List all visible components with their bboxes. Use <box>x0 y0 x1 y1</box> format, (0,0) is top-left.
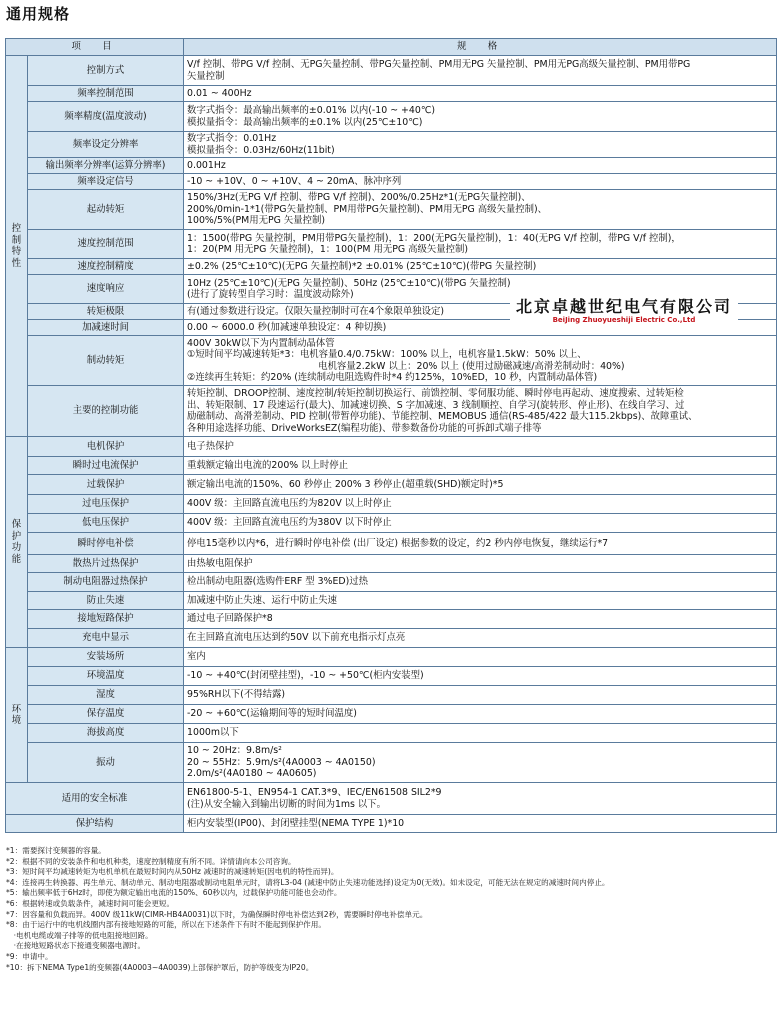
spec-value-line: 2.0m/s²(4A0180 ~ 4A0605) <box>187 768 317 780</box>
spec-value-line: V/f 控制、带PG V/f 控制、无PG矢量控制、带PG矢量控制、PM用无PG 矢量控制、PM用无PG高级矢量控制、PM用带PG <box>187 59 691 70</box>
spec-value <box>184 158 777 174</box>
spec-item-label: 控制方式 <box>28 56 184 86</box>
spec-value-line: 0.00 ~ 6000.0 秒(加减速单独设定：4 种切换) <box>187 321 387 333</box>
spec-value-line: 电子热保护 <box>187 440 234 452</box>
spec-item-label: 瞬时过电流保护 <box>28 457 184 475</box>
company-logo <box>510 298 738 328</box>
table-row <box>6 783 777 815</box>
spec-value-line: 模拟量指令：0.03Hz/60Hz(11bit) <box>187 144 335 156</box>
table-row <box>6 555 777 573</box>
spec-item-label: 安装场所 <box>28 648 184 667</box>
spec-value-line: 通过电子回路保护*8 <box>187 613 273 625</box>
footnote: *5：输出频率低于6Hz时，即使为额定输出电流的150%、60秒以内，过载保护功能可能也会动作。 <box>6 888 342 898</box>
spec-value-line: 10 ~ 20Hz：9.8m/s² <box>187 745 282 757</box>
footnote: *3：短时间平均减速转矩为电机单机在最短时间内从50Hz 减速时的减速转矩(因电机的特性而异)。 <box>6 867 339 877</box>
table-row <box>6 514 777 533</box>
spec-value-line: 重载额定输出电流的200% 以上时停止 <box>187 459 349 471</box>
spec-value <box>184 743 777 783</box>
table-row <box>6 336 777 386</box>
footnote: *10：拆下NEMA Type1的变频器(4A0003~4A0039)上部保护罩后，防护等级变为IP20。 <box>6 962 314 972</box>
spec-value-line: 有(通过参数进行设定。仅限矢量控制时可在4个象限单独设定) <box>187 305 445 317</box>
spec-value <box>184 610 777 629</box>
spec-value-line: EN61800-5-1、EN954-1 CAT.3*9、IEC/EN61508 SIL2*9 <box>187 787 442 798</box>
spec-value <box>184 336 777 386</box>
spec-item-label: 保护结构 <box>6 815 184 833</box>
group-label: 环 境 <box>6 648 28 783</box>
spec-value-line: 室内 <box>187 651 206 663</box>
spec-value-line: -20 ~ +60℃(运输期间等的短时间温度) <box>187 708 357 720</box>
spec-value <box>184 629 777 648</box>
header-spec: 规 格 <box>184 39 777 56</box>
table-row <box>6 648 777 667</box>
spec-item-label: 低电压保护 <box>28 514 184 533</box>
spec-value-line: 100%/5%(PM用无PG 矢量控制) <box>187 215 326 227</box>
table-row <box>6 56 777 86</box>
spec-item-label: 充电中显示 <box>28 629 184 648</box>
spec-value <box>184 102 777 132</box>
spec-value-line: 20 ~ 55Hz：5.9m/s²(4A0003 ~ 4A0150) <box>187 756 376 768</box>
spec-value <box>184 230 777 259</box>
spec-value-line: 由热敏电阻保护 <box>187 557 253 569</box>
spec-value <box>184 573 777 592</box>
spec-value <box>184 783 777 815</box>
spec-item-label: 频率控制范围 <box>28 86 184 102</box>
spec-item-label: 加减速时间 <box>28 320 184 336</box>
table-row <box>6 174 777 190</box>
spec-item-label: 海拔高度 <box>28 724 184 743</box>
table-row <box>6 815 777 833</box>
spec-value-line: -10 ~ +40℃(封闭壁挂型)，-10 ~ +50℃(柜内安装型) <box>187 670 424 682</box>
spec-value-line: 数字式指令：0.01Hz <box>187 133 277 144</box>
spec-value <box>184 56 777 86</box>
spec-item-label: 频率设定信号 <box>28 174 184 190</box>
table-row <box>6 743 777 783</box>
table-row <box>6 610 777 629</box>
spec-value <box>184 555 777 573</box>
spec-item-label: 过载保护 <box>28 475 184 495</box>
spec-item-label: 制动转矩 <box>28 336 184 386</box>
spec-item-label: 瞬时停电补偿 <box>28 533 184 555</box>
footnote: *9：申请中。 <box>6 951 53 961</box>
spec-value-line: 柜内安装型(IP00)、封闭壁挂型(NEMA TYPE 1)*10 <box>187 817 405 829</box>
spec-value-line: 1：20(PM 用无PG 矢量控制)，1：100(PM 用无PG 高级矢量控制) <box>187 244 469 255</box>
table-row <box>6 86 777 102</box>
spec-value <box>184 533 777 555</box>
table-row <box>6 686 777 705</box>
spec-value-line: 出、转矩限制、17 段速运行(最大)、加减速切换、S 字加减速、3 线制顺控、自学习(旋转形、停止形)、在线自学习、过 <box>187 399 685 411</box>
spec-value-line: 200%/0min-1*1(带PG矢量控制、PM用带PG矢量控制)、PM用无PG 高级矢量控制)、 <box>187 203 548 215</box>
spec-item-label: 制动电阻器过热保护 <box>28 573 184 592</box>
spec-value-line: 矢量控制 <box>187 70 225 82</box>
footnote: *6：根据转速或负载条件，减速时间可能会更短。 <box>6 898 175 908</box>
spec-value <box>184 667 777 686</box>
page-title: 通用规格 <box>6 5 71 23</box>
spec-item-label: 起动转矩 <box>28 190 184 230</box>
spec-value <box>184 386 777 437</box>
spec-item-label: 转矩极限 <box>28 304 184 320</box>
footnotes <box>6 846 778 973</box>
table-row <box>6 230 777 259</box>
spec-value-line: 400V 级：主回路直流电压约为820V 以上时停止 <box>187 498 392 510</box>
spec-value-line: 400V 30kW以下为内置制动晶体管 <box>187 337 335 349</box>
spec-value <box>184 86 777 102</box>
spec-value-line: 10Hz (25℃±10℃)(无PG 矢量控制)、50Hz (25℃±10℃)(带PG 矢量控制) <box>187 277 511 289</box>
table-row <box>6 102 777 132</box>
table-row <box>6 158 777 174</box>
table-row <box>6 190 777 230</box>
spec-value <box>184 259 777 275</box>
spec-value <box>184 437 777 457</box>
table-row <box>6 573 777 592</box>
spec-item-label: 环境温度 <box>28 667 184 686</box>
footnote: ·在接地短路状态下接通变频器电源时。 <box>6 941 146 951</box>
spec-value <box>184 132 777 158</box>
table-row <box>6 724 777 743</box>
spec-item-label: 接地短路保护 <box>28 610 184 629</box>
spec-value <box>184 475 777 495</box>
spec-value <box>184 174 777 190</box>
spec-value <box>184 495 777 514</box>
spec-value-line: 加减速中防止失速、运行中防止失速 <box>187 594 338 606</box>
spec-item-label: 湿度 <box>28 686 184 705</box>
spec-value <box>184 705 777 724</box>
group-label: 控 制 特 性 <box>6 56 28 437</box>
spec-value-line: 1000m以下 <box>187 727 239 739</box>
table-row <box>6 629 777 648</box>
footnote: *1：需要探讨变频器的容量。 <box>6 846 106 855</box>
logo-english-name: BeiJing Zhuoyueshiji Electric Co.,Ltd <box>552 316 696 324</box>
table-row <box>6 132 777 158</box>
table-row <box>6 457 777 475</box>
spec-item-label: 频率精度(温度波动) <box>28 102 184 132</box>
table-row <box>6 259 777 275</box>
spec-value-line: 停电15毫秒以内*6，进行瞬时停电补偿 (出厂设定) 根据参数的设定，约2 秒内停电恢复，继续运行*7 <box>187 537 609 549</box>
spec-value-line: 1：1500(带PG 矢量控制，PM用带PG矢量控制)，1：200(无PG矢量控制)，1：40(无PG V/f 控制，带PG V/f 控制)， <box>187 232 681 244</box>
spec-item-label: 防止失速 <box>28 592 184 610</box>
table-row <box>6 475 777 495</box>
logo-chinese-name: 北京卓越世纪电气有限公司 <box>515 297 732 316</box>
table-header-row <box>6 39 777 56</box>
spec-item-label: 电机保护 <box>28 437 184 457</box>
spec-value-line: 0.001Hz <box>187 159 226 171</box>
footnote: *4：连接再生转换器、再生单元、制动单元、制动电阻器或制动电阻单元时，请将L3-04 (减速中防止失速功能选择)设定为0(无效)。如未设定，可能无法在规定的减速时间内停止。 <box>6 877 610 887</box>
footnote: *7：因容量和负载而异。400V 级11kW(CIMR-HB4A0031)以下时，为确保瞬时停电补偿达到2秒，需要瞬时停电补偿单元。 <box>6 909 428 919</box>
spec-item-label: 保存温度 <box>28 705 184 724</box>
spec-value-line: (进行了旋转型自学习时：温度波动除外) <box>187 289 354 300</box>
table-row <box>6 533 777 555</box>
spec-value <box>184 815 777 833</box>
header-item: 项 目 <box>6 39 184 56</box>
spec-value-line: ①短时间平均减速转矩*3：电机容量0.4/0.75kW：100% 以上，电机容量1.5kW：50% 以上、 <box>187 349 587 360</box>
spec-value-line: 检出制动电阻器(选购件ERF 型 3%ED)过热 <box>187 576 369 588</box>
spec-value-line: ±0.2% (25℃±10℃)(无PG 矢量控制)*2 ±0.01% (25℃±10℃)(带PG 矢量控制) <box>187 260 537 272</box>
spec-item-label: 主要的控制功能 <box>28 386 184 437</box>
spec-value-line: 0.01 ~ 400Hz <box>187 87 252 99</box>
spec-item-label: 输出频率分辨率(运算分辨率) <box>28 158 184 174</box>
spec-value <box>184 648 777 667</box>
spec-value-line: 电机容量2.2kW 以上：20% 以上 (使用过励磁减速/高滑差制动时：40%) <box>187 360 625 372</box>
table-row <box>6 592 777 610</box>
footnote: *2：根据不同的安装条件和电机种类，速度控制精度有所不同。详情请向本公司咨询。 <box>6 856 296 866</box>
spec-item-label: 频率设定分辨率 <box>28 132 184 158</box>
table-row <box>6 437 777 457</box>
table-row <box>6 667 777 686</box>
spec-value <box>184 724 777 743</box>
footnote: ·电机电缆或端子排等的低电阻接地回路。 <box>6 930 153 940</box>
spec-value-line: (注)从安全输入到输出切断的时间为1ms 以下。 <box>187 798 387 810</box>
spec-item-label: 速度控制精度 <box>28 259 184 275</box>
spec-value-line: 数字式指令：最高输出频率的±0.01% 以内(-10 ~ +40℃) <box>187 105 436 116</box>
spec-value-line: 各种用途选择功能、DriveWorksEZ(编程功能)、带参数备份功能的可拆卸式端子排等 <box>187 422 542 434</box>
table-row <box>6 495 777 514</box>
table-row <box>6 386 777 437</box>
spec-value <box>184 686 777 705</box>
table-row <box>6 705 777 724</box>
spec-value <box>184 514 777 533</box>
spec-value-line: 模拟量指令：最高输出频率的±0.1% 以内(25℃±10℃) <box>187 116 423 128</box>
spec-item-label: 适用的安全标准 <box>6 783 184 815</box>
spec-value-line: -10 ~ +10V、0 ~ +10V、4 ~ 20mA、脉冲序列 <box>187 175 402 187</box>
spec-item-label: 过电压保护 <box>28 495 184 514</box>
spec-value-line: 在主回路直流电压达到约50V 以下前充电指示灯点亮 <box>187 632 406 644</box>
spec-item-label: 振动 <box>28 743 184 783</box>
spec-value-line: 150%/3Hz(无PG V/f 控制、带PG V/f 控制)、200%/0.25Hz*1(无PG矢量控制)、 <box>187 192 531 204</box>
spec-item-label: 散热片过热保护 <box>28 555 184 573</box>
spec-item-label: 速度控制范围 <box>28 230 184 259</box>
spec-value-line: ②连续再生转矩：约20% (连续制动电阻选购件时*4 约125%，10%ED，10 秒，内置制动晶体管) <box>187 372 598 383</box>
spec-value-line: 400V 级：主回路直流电压约为380V 以下时停止 <box>187 517 392 529</box>
spec-value-line: 励磁制动、高滑差制动、PID 控制(带暂停功能)、节能控制、MEMOBUS 通信(RS-485/422 最大115.2kbps)、故障重试、 <box>187 411 698 422</box>
spec-value-line: 转矩控制、DROOP控制、速度控制/转矩控制切换运行、前馈控制、零伺服功能、瞬时停电再起动、速度搜索、过转矩检 <box>187 388 684 399</box>
spec-value <box>184 457 777 475</box>
spec-table <box>5 38 777 833</box>
group-label: 保 护 功 能 <box>6 437 28 648</box>
spec-value-line: 额定输出电流的150%、60 秒停止 200% 3 秒停止(超重载(SHD)额定时)*5 <box>187 478 504 490</box>
spec-value-line: 95%RH以下(不得结露) <box>187 689 285 701</box>
spec-table-body <box>6 56 777 833</box>
spec-item-label: 速度响应 <box>28 275 184 304</box>
footnote: *8：由于运行中的电机线圈内部有接地短路的可能，所以在下述条件下有时不能起到保护作用。 <box>6 920 326 930</box>
spec-value <box>184 592 777 610</box>
spec-value <box>184 190 777 230</box>
